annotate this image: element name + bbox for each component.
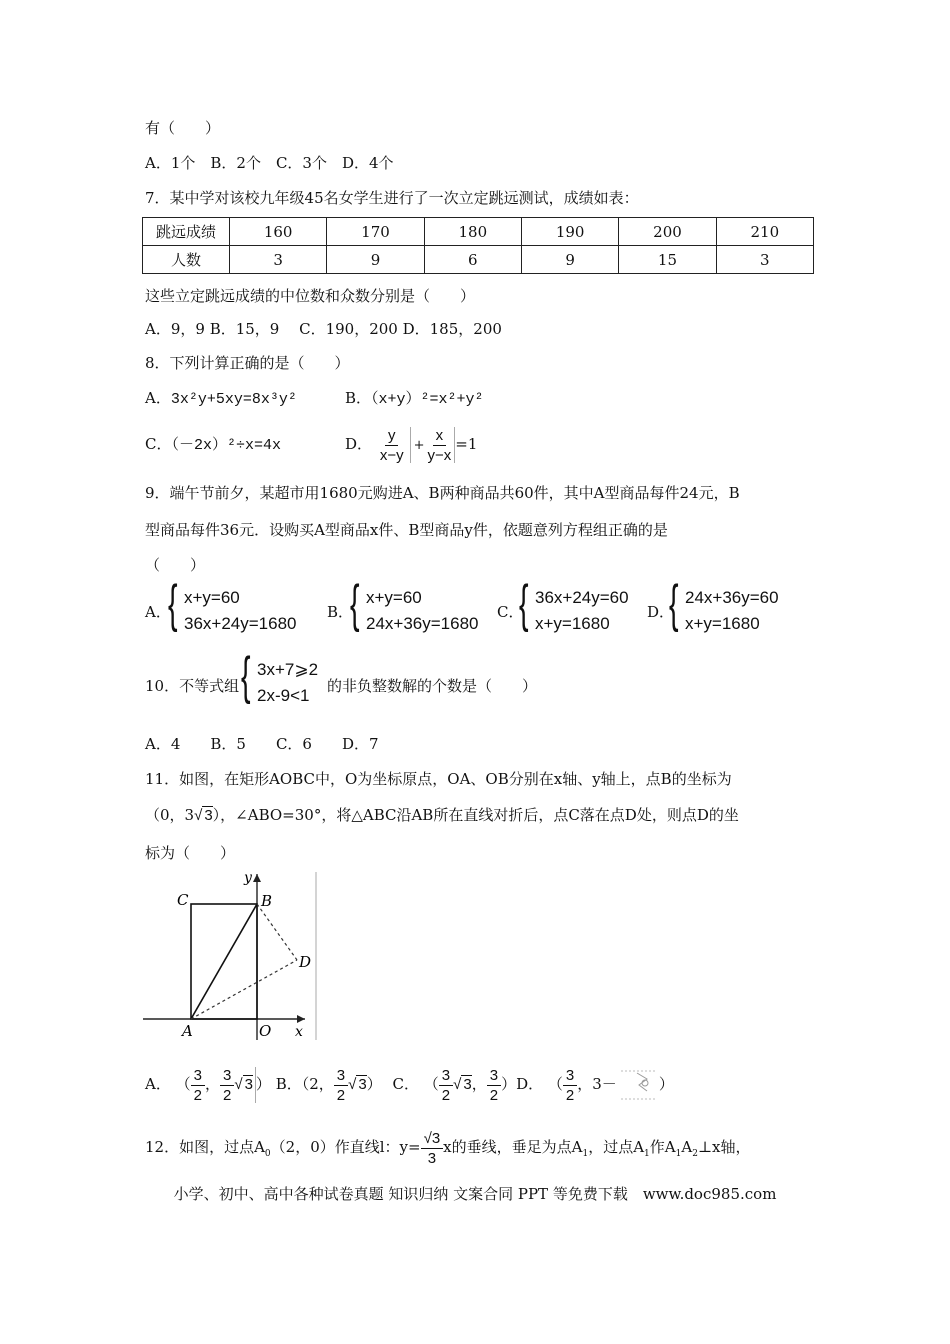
option-label: D．: [345, 435, 373, 453]
option-label: C．: [497, 603, 524, 621]
q10-stem-pre: 10．不等式组: [145, 677, 240, 695]
q8-option-a: [145, 388, 297, 410]
q9-stem-3: （ ）: [145, 556, 206, 574]
q7-stem: 7．某中学对该校九年级45名女学生进行了一次立定跳远测试，成绩如表：: [145, 189, 639, 207]
q11-stem-3: 标为（ ）: [145, 844, 236, 862]
option-label: C．: [145, 435, 172, 453]
table-cell: 180: [424, 218, 521, 246]
q11-stem-2: （0，3√ 3），∠ABO=30°，将△ABC沿AB所在直线对折后，点C落在点D处，则点D的坐: [145, 806, 739, 824]
axis-label: x: [295, 1024, 303, 1040]
equation-system-a: { x+y=60 36x+24y=1680: [168, 575, 297, 633]
point-label: A: [182, 1022, 193, 1040]
table-cell: 15: [619, 246, 716, 274]
math-expression: （－2x）²÷x=4x: [171, 437, 281, 454]
q8-option-b: [345, 388, 484, 410]
table-cell: 200: [619, 218, 716, 246]
q8-stem: 8．下列计算正确的是（ ）: [145, 354, 350, 372]
point-label: D: [299, 953, 312, 971]
q9-stem-1: 9．端午节前夕，某超市用1680元购进A、B两种商品共60件，其中A型商品每件24元，B: [145, 484, 740, 502]
option-label: B．: [327, 603, 354, 621]
table-cell: 9: [327, 246, 424, 274]
table-cell: 190: [521, 218, 618, 246]
math-expression: 3x²y+5xy=8x³y²: [170, 391, 297, 408]
fraction: $\frac{x}{y-x}$: [427, 426, 452, 464]
math-expression: （x+y）²=x²+y²: [371, 391, 484, 408]
equation-system-d: { 24x+36y=60 x+y=1680: [669, 575, 779, 633]
q8-option-c: [145, 434, 281, 456]
q10-options: A．4 B．5 C．6 D．7: [145, 735, 379, 753]
table-row: [143, 246, 814, 274]
q7-options: A．9，9 B．15，9 C．190，200 D．185，200: [145, 320, 502, 338]
axis-label: y: [244, 870, 252, 886]
q7-question: 这些立定跳远成绩的中位数和众数分别是（ ）: [145, 287, 476, 305]
table-cell: 9: [521, 246, 618, 274]
q9-stem-2: 型商品每件36元．设购买A型商品x件、B型商品y件，依题意列方程组正确的是: [145, 521, 668, 539]
point-label: B: [261, 892, 273, 910]
fraction: $\frac{y}{x-y}$: [379, 426, 404, 464]
q12-stem: 12．如图，过点$A_0(2$，0）作直线l：y= $\frac{√3}{3}$ x的垂线，垂足为点$A_1$，过点$A_1$作$A_1A_2\perp x$轴，: [145, 1129, 751, 1167]
q10-stem-post: 的非负整数解的个数是（ ）: [327, 677, 538, 695]
table-cell: 160: [230, 218, 327, 246]
equation-system-b: { x+y=60 24x+36y=1680: [350, 575, 479, 633]
score-table: [142, 217, 814, 274]
option-label: B．: [345, 389, 372, 407]
text-line: 有（ ）: [145, 119, 221, 137]
q6-options: A．1个 B．2个 C．3个 D．4个: [145, 154, 394, 172]
broken-image-icon: [617, 1065, 659, 1105]
option-label: A．: [145, 603, 171, 621]
q11-options: A． （ $\frac{3}{2}$ ， $\frac{3}{2}$ √ 3 ） B．（2， $\frac{3}{2}$ √ 3） C． （ $\frac{3}{2}$ √ 3， $\frac{3}{2}$ ）D． （ $\frac{3}{2}$ ，3－ ）: [145, 1066, 674, 1104]
q11-stem-1: 11．如图，在矩形AOBC中，O为坐标原点，OA、OB分别在x轴、y轴上，点B的坐标为: [145, 770, 732, 788]
option-label: D．: [647, 603, 675, 621]
q8-option-d: D． $\frac{y}{x-y}$ + $\frac{x}{y-x}$ =1: [345, 426, 478, 464]
table-cell: 3: [716, 246, 813, 274]
table-cell: 跳远成绩: [143, 218, 230, 246]
geometry-figure: [140, 868, 320, 1043]
table-cell: 6: [424, 246, 521, 274]
option-label: A．: [145, 389, 171, 407]
inequality-system: { 3x+7⩾2 2x-9<1: [241, 647, 319, 705]
table-row: [143, 218, 814, 246]
point-label: C: [177, 891, 189, 909]
table-cell: 人数: [143, 246, 230, 274]
page-footer: 小学、初中、高中各种试卷真题 知识归纳 文案合同 PPT 等免费下载 www.doc985.com: [173, 1185, 777, 1203]
point-label: O: [259, 1022, 272, 1040]
table-cell: 170: [327, 218, 424, 246]
equation-system-c: { 36x+24y=60 x+y=1680: [519, 575, 629, 633]
table-cell: 3: [230, 246, 327, 274]
table-cell: 210: [716, 218, 813, 246]
